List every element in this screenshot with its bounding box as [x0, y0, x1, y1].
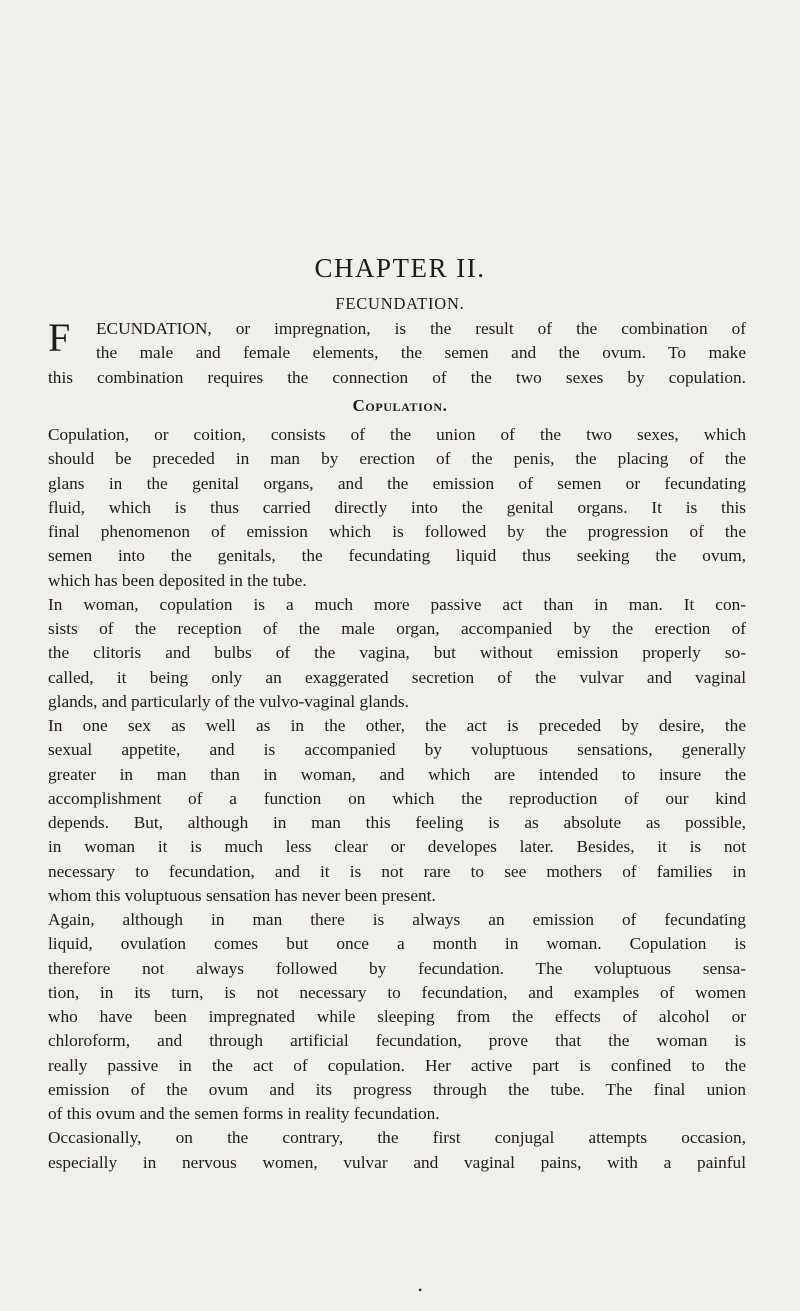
text-line: chloroform, and through artificial fecundation, prove that the woman is	[48, 1031, 746, 1051]
text-line: depends. But, although in man this feeling is as absolute as possible,	[48, 813, 746, 832]
intro-line: ECUNDATION, or impregnation, is the result of the combination of	[96, 319, 746, 338]
text-line: should be preceded in man by erection of the penis, the placing of the	[48, 449, 746, 469]
text-line: In one sex as well as in the other, the act is preceded by desire, the	[48, 716, 746, 735]
text-line: tion, in its turn, is not necessary to fecundation, and examples of women	[48, 982, 746, 1002]
text-line: especially in nervous women, vulvar and vaginal pains, with a painful	[48, 1152, 746, 1172]
text-line: really passive in the act of copulation. Her active part is confined to the	[48, 1055, 746, 1075]
drop-cap: F	[48, 315, 71, 360]
text-line: In woman, copulation is a much more passive act than in man. It con-	[48, 594, 746, 614]
intro-line: this combination requires the connection of the two sexes by copulation.	[48, 367, 746, 387]
intro-paragraph	[48, 317, 746, 390]
intro-line: the male and female elements, the semen and the ovum. To make	[96, 343, 746, 363]
text-line: glands, and particularly of the vulvo-vaginal glands.	[48, 691, 409, 711]
text-line: called, it being only an exaggerated secretion of the vulvar and vaginal	[48, 667, 746, 687]
text-line: who have been impregnated while sleeping from the effects of alcohol or	[48, 1007, 746, 1026]
body-text	[48, 423, 746, 1175]
text-line: whom this voluptuous sensation has never been present.	[48, 885, 436, 905]
text-line: therefore not always followed by fecundation. The voluptuous sensa-	[48, 958, 746, 978]
text-line: liquid, ovulation comes but once a month in woman. Copulation is	[48, 934, 746, 954]
text-line: accomplishment of a function on which the reproduction of our kind	[48, 788, 746, 808]
text-line: necessary to fecundation, and it is not rare to see mothers of families in	[48, 861, 746, 881]
text-line: Again, although in man there is always an emission of fecundating	[48, 910, 746, 929]
section-heading: Copulation.	[352, 396, 448, 415]
text-line: of this ovum and the semen forms in reality fecundation.	[48, 1104, 440, 1123]
chapter-title: CHAPTER II.	[314, 253, 486, 283]
text-line: sists of the reception of the male organ, accompanied by the erection of	[48, 619, 746, 638]
text-line: greater in man than in woman, and which are intended to insure the	[48, 764, 746, 784]
text-line: the clitoris and bulbs of the vagina, but without emission properly so-	[48, 643, 746, 663]
text-line: semen into the genitals, the fecundating liquid thus seeking the ovum,	[48, 546, 746, 566]
text-line: fluid, which is thus carried directly into the genital organs. It is this	[48, 497, 746, 517]
text-line: Occasionally, on the contrary, the first conjugal attempts occasion,	[48, 1128, 746, 1148]
text-line: Copulation, or coition, consists of the union of the two sexes, which	[48, 425, 746, 444]
footer-mark: •	[418, 1283, 423, 1297]
text-line: which has been deposited in the tube.	[48, 570, 307, 590]
text-line: sexual appetite, and is accompanied by voluptuous sensations, generally	[48, 740, 746, 760]
text-line: glans in the genital organs, and the emission of semen or fecundating	[48, 473, 746, 493]
chapter-subtitle: FECUNDATION.	[335, 294, 465, 313]
text-line: in woman it is much less clear or developes later. Besides, it is not	[48, 837, 746, 857]
text-line: final phenomenon of emission which is followed by the progression of the	[48, 522, 746, 541]
text-line: emission of the ovum and its progress through the tube. The final union	[48, 1079, 746, 1099]
